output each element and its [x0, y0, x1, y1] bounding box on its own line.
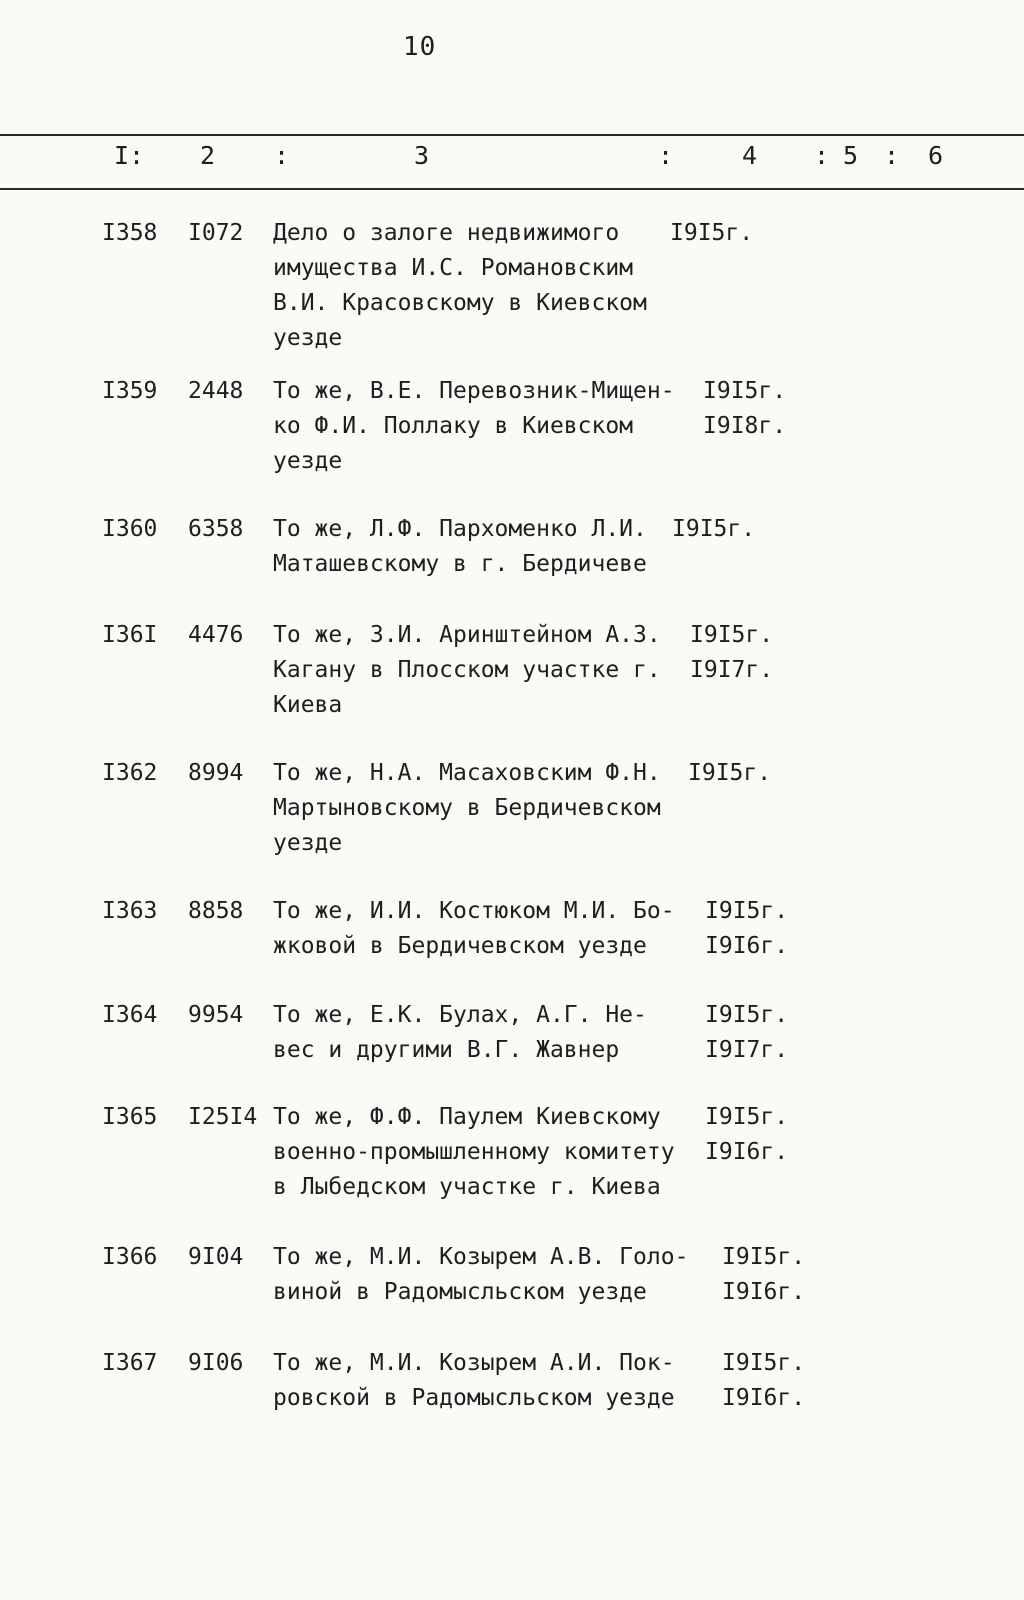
entry-number: I363: [102, 898, 158, 924]
entry-number: I36I: [102, 622, 158, 648]
description-line: уезде: [273, 448, 343, 474]
description-line: уезде: [273, 325, 343, 351]
entry-number: I360: [102, 516, 158, 542]
description-line: То же, З.И. Аринштейном А.З.: [273, 622, 661, 648]
entry-date: I9I7г.: [705, 1037, 789, 1063]
description-line: То же, Ф.Ф. Паулем Киевскому: [273, 1104, 661, 1130]
entry-date: I9I5г.: [722, 1244, 806, 1270]
description-line: ко Ф.И. Поллаку в Киевском: [273, 413, 634, 439]
entry-date: I9I6г.: [705, 933, 789, 959]
entry-description: [273, 1240, 703, 1310]
description-line: в Лыбедском участке г. Киева: [273, 1174, 661, 1200]
description-line: Киева: [273, 692, 343, 718]
entry-description: [273, 894, 703, 964]
header-separator: :: [274, 141, 290, 170]
description-line: То же, В.Е. Перевозник-Мищен-: [273, 378, 675, 404]
description-line: Маташевскому в г. Бердичеве: [273, 551, 647, 577]
entry-number: I364: [102, 1002, 158, 1028]
description-line: То же, Н.А. Масаховским Ф.Н.: [273, 760, 661, 786]
entry-description: [273, 618, 703, 723]
page-number: 10: [403, 32, 437, 62]
header-col-3: 3: [414, 141, 430, 170]
file-number: I072: [188, 220, 244, 246]
description-line: То же, Л.Ф. Пархоменко Л.И.: [273, 516, 647, 542]
entry-description: [273, 1100, 703, 1205]
entry-date: I9I5г.: [690, 622, 774, 648]
entry-date: I9I5г.: [688, 760, 772, 786]
entry-date: I9I5г.: [703, 378, 787, 404]
description-line: То же, М.И. Козырем А.И. Пок-: [273, 1350, 675, 1376]
header-col-4: 4: [742, 141, 758, 170]
entry-description: [273, 998, 703, 1068]
description-line: Мартыновскому в Бердичевском: [273, 795, 661, 821]
entry-dates: [670, 216, 753, 251]
entry-dates: [688, 756, 771, 791]
file-number: I25I4: [188, 1104, 258, 1130]
description-line: военно-промышленному комитету: [273, 1139, 675, 1165]
entry-dates: [672, 512, 755, 547]
entry-number: I365: [102, 1104, 158, 1130]
header-col-1: I:: [114, 141, 145, 170]
description-line: То же, М.И. Козырем А.В. Голо-: [273, 1244, 689, 1270]
entry-date: I9I6г.: [722, 1385, 806, 1411]
entry-date: I9I6г.: [705, 1139, 789, 1165]
entry-number: I358: [102, 220, 158, 246]
header-col-2: 2: [200, 141, 216, 170]
file-number: 9954: [188, 1002, 244, 1028]
description-line: В.И. Красовскому в Киевском: [273, 290, 647, 316]
entry-date: I9I5г.: [722, 1350, 806, 1376]
description-line: То же, Е.К. Булах, А.Г. Не-: [273, 1002, 647, 1028]
file-number: 2448: [188, 378, 244, 404]
file-number: 6358: [188, 516, 244, 542]
entry-dates: [705, 998, 788, 1068]
entry-dates: [722, 1346, 805, 1416]
entry-date: I9I6г.: [722, 1279, 806, 1305]
description-line: Дело о залоге недвижимого: [273, 220, 620, 246]
entry-number: I367: [102, 1350, 158, 1376]
entry-number: I366: [102, 1244, 158, 1270]
description-line: Кагану в Плосском участке г.: [273, 657, 661, 683]
entry-description: [273, 1346, 703, 1416]
file-number: 4476: [188, 622, 244, 648]
entry-description: [273, 512, 703, 582]
entry-number: I362: [102, 760, 158, 786]
file-number: 8858: [188, 898, 244, 924]
entry-dates: [705, 894, 788, 964]
entry-number: I359: [102, 378, 158, 404]
entry-dates: [705, 1100, 788, 1170]
entry-date: I9I5г.: [670, 220, 754, 246]
entry-description: [273, 216, 703, 356]
header-bottom-rule: [0, 188, 1024, 190]
description-line: уезде: [273, 830, 343, 856]
entry-description: [273, 374, 703, 479]
header-separator: :: [884, 141, 900, 170]
entry-date: I9I5г.: [672, 516, 756, 542]
entry-date: I9I5г.: [705, 898, 789, 924]
header-col-5: 5: [843, 141, 859, 170]
entry-description: [273, 756, 703, 861]
file-number: 8994: [188, 760, 244, 786]
file-number: 9I06: [188, 1350, 244, 1376]
description-line: имущества И.С. Романовским: [273, 255, 634, 281]
description-line: виной в Радомысльском уезде: [273, 1279, 647, 1305]
header-separator: :: [814, 141, 830, 170]
description-line: ровской в Радомысльском уезде: [273, 1385, 675, 1411]
entry-dates: [722, 1240, 805, 1310]
description-line: вес и другими В.Г. Жавнер: [273, 1037, 620, 1063]
entry-date: I9I5г.: [705, 1002, 789, 1028]
header-col-6: 6: [928, 141, 944, 170]
entry-date: I9I8г.: [703, 413, 787, 439]
entry-date: I9I7г.: [690, 657, 774, 683]
entry-date: I9I5г.: [705, 1104, 789, 1130]
header-top-rule: [0, 134, 1024, 136]
file-number: 9I04: [188, 1244, 244, 1270]
header-separator: :: [658, 141, 674, 170]
description-line: То же, И.И. Костюком М.И. Бо-: [273, 898, 675, 924]
entry-dates: [690, 618, 773, 688]
entry-dates: [703, 374, 786, 444]
description-line: жковой в Бердичевском уезде: [273, 933, 647, 959]
